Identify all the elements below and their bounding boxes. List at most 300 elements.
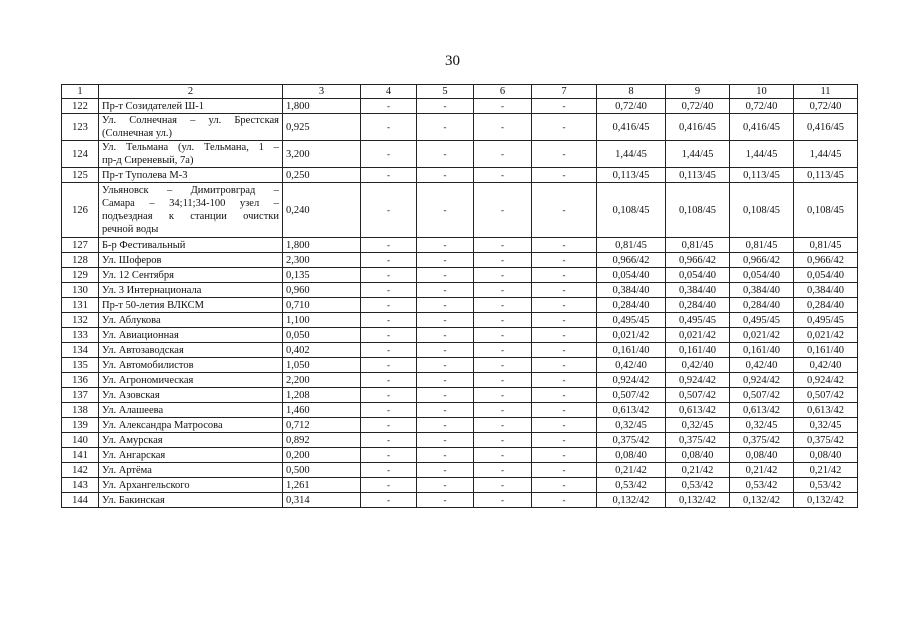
value-cell: 0,08/40	[730, 448, 794, 463]
dash-cell: -	[361, 183, 417, 238]
dash-cell: -	[417, 403, 474, 418]
road-name-line: Ул. Архангельского	[102, 479, 190, 491]
row-number-cell: 132	[62, 313, 99, 328]
value-cell: 0,53/42	[666, 478, 730, 493]
dash-cell: -	[474, 373, 532, 388]
value-cell: 1,44/45	[794, 141, 858, 168]
value-cell: 0,495/45	[666, 313, 730, 328]
row-number-cell: 126	[62, 183, 99, 238]
value-cell: 0,054/40	[666, 268, 730, 283]
dash-cell: -	[417, 99, 474, 114]
road-name-line: Ул. 3 Интернационала	[102, 284, 202, 296]
length-cell: 1,208	[283, 388, 361, 403]
dash-cell: -	[417, 373, 474, 388]
road-name-cell	[99, 238, 283, 253]
value-cell: 0,021/42	[597, 328, 666, 343]
road-name-cell	[99, 373, 283, 388]
road-name-line: Ул. Агрономическая	[102, 374, 194, 386]
dash-cell: -	[532, 433, 597, 448]
table-row	[62, 313, 858, 328]
table-row	[62, 373, 858, 388]
value-cell: 0,132/42	[730, 493, 794, 508]
dash-cell: -	[417, 268, 474, 283]
dash-cell: -	[361, 328, 417, 343]
value-cell: 0,161/40	[794, 343, 858, 358]
length-cell: 1,800	[283, 238, 361, 253]
dash-cell: -	[474, 433, 532, 448]
dash-cell: -	[532, 99, 597, 114]
table-row	[62, 183, 858, 238]
length-cell: 2,200	[283, 373, 361, 388]
length-cell: 1,460	[283, 403, 361, 418]
dash-cell: -	[532, 478, 597, 493]
table-row	[62, 358, 858, 373]
dash-cell: -	[474, 448, 532, 463]
header-cell: 5	[417, 85, 474, 99]
value-cell: 1,44/45	[730, 141, 794, 168]
dash-cell: -	[417, 238, 474, 253]
table-row	[62, 283, 858, 298]
dash-cell: -	[474, 298, 532, 313]
dash-cell: -	[417, 433, 474, 448]
dash-cell: -	[417, 313, 474, 328]
value-cell: 0,42/40	[597, 358, 666, 373]
dash-cell: -	[417, 343, 474, 358]
value-cell: 0,08/40	[794, 448, 858, 463]
row-number-cell: 134	[62, 343, 99, 358]
road-name-line: Ул. Артёма	[102, 464, 152, 476]
dash-cell: -	[417, 183, 474, 238]
dash-cell: -	[474, 358, 532, 373]
length-cell: 0,960	[283, 283, 361, 298]
value-cell: 0,161/40	[666, 343, 730, 358]
road-name-cell	[99, 99, 283, 114]
value-cell: 0,08/40	[666, 448, 730, 463]
table-row	[62, 114, 858, 141]
dash-cell: -	[361, 388, 417, 403]
table-row	[62, 253, 858, 268]
dash-cell: -	[474, 268, 532, 283]
header-cell: 9	[666, 85, 730, 99]
row-number-cell: 138	[62, 403, 99, 418]
dash-cell: -	[532, 463, 597, 478]
value-cell: 0,613/42	[730, 403, 794, 418]
dash-cell: -	[532, 388, 597, 403]
value-cell: 0,32/45	[666, 418, 730, 433]
value-cell: 0,613/42	[794, 403, 858, 418]
dash-cell: -	[532, 373, 597, 388]
value-cell: 1,44/45	[666, 141, 730, 168]
road-name-cell	[99, 463, 283, 478]
value-cell: 0,108/45	[597, 183, 666, 238]
row-number-cell: 127	[62, 238, 99, 253]
row-number-cell: 129	[62, 268, 99, 283]
road-name-line: Пр-т Созидателей Ш-1	[102, 100, 205, 112]
dash-cell: -	[532, 141, 597, 168]
length-cell: 1,800	[283, 99, 361, 114]
dash-cell: -	[361, 343, 417, 358]
dash-cell: -	[417, 298, 474, 313]
table-row	[62, 403, 858, 418]
value-cell: 0,284/40	[794, 298, 858, 313]
value-cell: 0,507/42	[730, 388, 794, 403]
dash-cell: -	[417, 328, 474, 343]
value-cell: 0,32/45	[730, 418, 794, 433]
road-name-cell	[99, 168, 283, 183]
header-cell: 11	[794, 85, 858, 99]
value-cell: 0,72/40	[597, 99, 666, 114]
road-name-line: Ул. Тельмана (ул. Тельмана, 1 –	[102, 142, 279, 153]
value-cell: 0,375/42	[666, 433, 730, 448]
value-cell: 0,81/45	[666, 238, 730, 253]
value-cell: 0,53/42	[597, 478, 666, 493]
dash-cell: -	[532, 448, 597, 463]
value-cell: 0,416/45	[597, 114, 666, 141]
row-number-cell: 124	[62, 141, 99, 168]
dash-cell: -	[532, 343, 597, 358]
dash-cell: -	[474, 114, 532, 141]
table-row	[62, 493, 858, 508]
length-cell: 0,710	[283, 298, 361, 313]
road-name-line: Ул. Авиационная	[102, 329, 179, 341]
value-cell: 0,53/42	[730, 478, 794, 493]
row-number-cell: 135	[62, 358, 99, 373]
length-cell: 1,100	[283, 313, 361, 328]
dash-cell: -	[532, 253, 597, 268]
value-cell: 0,021/42	[794, 328, 858, 343]
value-cell: 0,924/42	[730, 373, 794, 388]
value-cell: 0,924/42	[794, 373, 858, 388]
table-row	[62, 448, 858, 463]
value-cell: 0,416/45	[666, 114, 730, 141]
value-cell: 0,113/45	[794, 168, 858, 183]
road-name-cell	[99, 358, 283, 373]
road-name-cell	[99, 403, 283, 418]
row-number-cell: 140	[62, 433, 99, 448]
value-cell: 0,966/42	[730, 253, 794, 268]
header-cell: 3	[283, 85, 361, 99]
dash-cell: -	[361, 358, 417, 373]
dash-cell: -	[474, 343, 532, 358]
value-cell: 0,161/40	[730, 343, 794, 358]
dash-cell: -	[417, 493, 474, 508]
header-cell: 7	[532, 85, 597, 99]
value-cell: 0,966/42	[597, 253, 666, 268]
road-name-cell	[99, 478, 283, 493]
road-name-line: Ул. Алашеева	[102, 404, 164, 416]
header-cell: 8	[597, 85, 666, 99]
row-number-cell: 131	[62, 298, 99, 313]
row-number-cell: 125	[62, 168, 99, 183]
dash-cell: -	[361, 448, 417, 463]
dash-cell: -	[361, 283, 417, 298]
value-cell: 0,495/45	[597, 313, 666, 328]
dash-cell: -	[417, 253, 474, 268]
value-cell: 0,507/42	[666, 388, 730, 403]
table-row	[62, 298, 858, 313]
value-cell: 0,108/45	[666, 183, 730, 238]
road-name-line: Ул. Автомобилистов	[102, 359, 194, 371]
value-cell: 0,08/40	[597, 448, 666, 463]
dash-cell: -	[474, 313, 532, 328]
dash-cell: -	[474, 463, 532, 478]
value-cell: 0,72/40	[666, 99, 730, 114]
dash-cell: -	[474, 141, 532, 168]
value-cell: 0,416/45	[730, 114, 794, 141]
value-cell: 0,161/40	[597, 343, 666, 358]
road-name-cell	[99, 253, 283, 268]
dash-cell: -	[417, 463, 474, 478]
row-number-cell: 133	[62, 328, 99, 343]
dash-cell: -	[417, 141, 474, 168]
value-cell: 0,507/42	[597, 388, 666, 403]
table-row	[62, 268, 858, 283]
table-row	[62, 141, 858, 168]
dash-cell: -	[474, 403, 532, 418]
dash-cell: -	[417, 478, 474, 493]
dash-cell: -	[532, 238, 597, 253]
value-cell: 0,375/42	[794, 433, 858, 448]
dash-cell: -	[361, 433, 417, 448]
road-name-line: речной воды	[102, 224, 159, 235]
road-name-cell	[99, 448, 283, 463]
table-row	[62, 99, 858, 114]
road-name-cell	[99, 493, 283, 508]
row-number-cell: 143	[62, 478, 99, 493]
dash-cell: -	[417, 114, 474, 141]
dash-cell: -	[361, 313, 417, 328]
road-name-line: Ул. Ангарская	[102, 449, 166, 461]
dash-cell: -	[532, 328, 597, 343]
value-cell: 0,21/42	[794, 463, 858, 478]
header-cell: 1	[62, 85, 99, 99]
dash-cell: -	[532, 493, 597, 508]
row-number-cell: 137	[62, 388, 99, 403]
table-row	[62, 168, 858, 183]
length-cell: 0,050	[283, 328, 361, 343]
value-cell: 0,132/42	[597, 493, 666, 508]
value-cell: 0,32/45	[794, 418, 858, 433]
dash-cell: -	[532, 313, 597, 328]
dash-cell: -	[474, 183, 532, 238]
dash-cell: -	[361, 373, 417, 388]
length-cell: 0,314	[283, 493, 361, 508]
road-name-cell	[99, 388, 283, 403]
header-cell: 4	[361, 85, 417, 99]
table-row	[62, 463, 858, 478]
road-name-cell	[99, 114, 283, 141]
road-name-cell	[99, 298, 283, 313]
road-name-line: Пр-т Туполева М-3	[102, 169, 188, 181]
road-name-cell	[99, 418, 283, 433]
length-cell: 0,500	[283, 463, 361, 478]
dash-cell: -	[361, 463, 417, 478]
value-cell: 0,113/45	[730, 168, 794, 183]
value-cell: 0,495/45	[794, 313, 858, 328]
road-name-cell	[99, 433, 283, 448]
value-cell: 0,495/45	[730, 313, 794, 328]
road-name-line: Ульяновск – Димитровград –	[102, 185, 279, 196]
value-cell: 0,81/45	[794, 238, 858, 253]
dash-cell: -	[532, 358, 597, 373]
road-name-cell	[99, 313, 283, 328]
header-cell: 2	[99, 85, 283, 99]
value-cell: 0,384/40	[730, 283, 794, 298]
dash-cell: -	[474, 283, 532, 298]
road-name-line: Ул. Бакинская	[102, 494, 165, 506]
value-cell: 0,507/42	[794, 388, 858, 403]
road-name-line: Ул. Азовская	[102, 389, 160, 401]
table-row	[62, 328, 858, 343]
dash-cell: -	[417, 358, 474, 373]
table-row	[62, 478, 858, 493]
value-cell: 0,21/42	[666, 463, 730, 478]
value-cell: 0,375/42	[597, 433, 666, 448]
value-cell: 0,054/40	[597, 268, 666, 283]
value-cell: 0,284/40	[730, 298, 794, 313]
dash-cell: -	[532, 183, 597, 238]
data-table	[61, 84, 858, 508]
value-cell: 0,054/40	[794, 268, 858, 283]
dash-cell: -	[361, 418, 417, 433]
road-name-line: подъездная к станции очистки	[102, 211, 279, 222]
road-name-line: (Солнечная ул.)	[102, 128, 173, 139]
value-cell: 0,384/40	[666, 283, 730, 298]
value-cell: 0,021/42	[730, 328, 794, 343]
value-cell: 0,81/45	[597, 238, 666, 253]
value-cell: 0,108/45	[730, 183, 794, 238]
road-name-line: Ул. Аблукова	[102, 314, 161, 326]
dash-cell: -	[361, 268, 417, 283]
dash-cell: -	[532, 283, 597, 298]
dash-cell: -	[474, 238, 532, 253]
dash-cell: -	[361, 141, 417, 168]
dash-cell: -	[532, 298, 597, 313]
road-name-cell	[99, 141, 283, 168]
header-row	[62, 85, 858, 99]
dash-cell: -	[361, 493, 417, 508]
row-number-cell: 142	[62, 463, 99, 478]
value-cell: 0,53/42	[794, 478, 858, 493]
road-name-cell	[99, 268, 283, 283]
dash-cell: -	[417, 388, 474, 403]
road-name-line: Пр-т 50-летия ВЛКСМ	[102, 299, 204, 311]
dash-cell: -	[361, 403, 417, 418]
value-cell: 0,42/40	[794, 358, 858, 373]
value-cell: 0,924/42	[597, 373, 666, 388]
dash-cell: -	[474, 493, 532, 508]
length-cell: 0,200	[283, 448, 361, 463]
dash-cell: -	[474, 478, 532, 493]
dash-cell: -	[417, 418, 474, 433]
dash-cell: -	[532, 114, 597, 141]
value-cell: 0,416/45	[794, 114, 858, 141]
road-name-line: Ул. Шоферов	[102, 254, 162, 266]
length-cell: 0,135	[283, 268, 361, 283]
road-name-cell	[99, 183, 283, 238]
length-cell: 0,250	[283, 168, 361, 183]
value-cell: 0,132/42	[794, 493, 858, 508]
dash-cell: -	[474, 99, 532, 114]
value-cell: 0,384/40	[794, 283, 858, 298]
road-name-line: Ул. Амурская	[102, 434, 163, 446]
length-cell: 0,892	[283, 433, 361, 448]
length-cell: 2,300	[283, 253, 361, 268]
length-cell: 1,261	[283, 478, 361, 493]
value-cell: 0,42/40	[666, 358, 730, 373]
table-row	[62, 418, 858, 433]
table-row	[62, 433, 858, 448]
dash-cell: -	[474, 388, 532, 403]
value-cell: 0,108/45	[794, 183, 858, 238]
length-cell: 3,200	[283, 141, 361, 168]
road-name-line: Ул. 12 Сентября	[102, 269, 174, 281]
header-cell: 10	[730, 85, 794, 99]
value-cell: 0,81/45	[730, 238, 794, 253]
road-name-line: Ул. Автозаводская	[102, 344, 184, 356]
length-cell: 0,402	[283, 343, 361, 358]
value-cell: 0,132/42	[666, 493, 730, 508]
dash-cell: -	[361, 238, 417, 253]
dash-cell: -	[417, 448, 474, 463]
value-cell: 0,613/42	[597, 403, 666, 418]
value-cell: 0,021/42	[666, 328, 730, 343]
dash-cell: -	[361, 114, 417, 141]
value-cell: 0,42/40	[730, 358, 794, 373]
value-cell: 0,113/45	[597, 168, 666, 183]
dash-cell: -	[361, 253, 417, 268]
table-row	[62, 238, 858, 253]
table-row	[62, 343, 858, 358]
value-cell: 1,44/45	[597, 141, 666, 168]
value-cell: 0,113/45	[666, 168, 730, 183]
road-name-cell	[99, 328, 283, 343]
row-number-cell: 136	[62, 373, 99, 388]
value-cell: 0,384/40	[597, 283, 666, 298]
dash-cell: -	[532, 168, 597, 183]
dash-cell: -	[474, 328, 532, 343]
header-cell: 6	[474, 85, 532, 99]
dash-cell: -	[361, 478, 417, 493]
value-cell: 0,72/40	[730, 99, 794, 114]
dash-cell: -	[361, 298, 417, 313]
dash-cell: -	[474, 168, 532, 183]
row-number-cell: 130	[62, 283, 99, 298]
length-cell: 0,925	[283, 114, 361, 141]
dash-cell: -	[417, 168, 474, 183]
value-cell: 0,284/40	[666, 298, 730, 313]
row-number-cell: 128	[62, 253, 99, 268]
value-cell: 0,21/42	[597, 463, 666, 478]
road-name-cell	[99, 343, 283, 358]
row-number-cell: 123	[62, 114, 99, 141]
length-cell: 0,712	[283, 418, 361, 433]
row-number-cell: 144	[62, 493, 99, 508]
dash-cell: -	[361, 168, 417, 183]
table-row	[62, 388, 858, 403]
dash-cell: -	[532, 268, 597, 283]
row-number-cell: 122	[62, 99, 99, 114]
value-cell: 0,966/42	[666, 253, 730, 268]
road-name-cell	[99, 283, 283, 298]
dash-cell: -	[361, 99, 417, 114]
value-cell: 0,613/42	[666, 403, 730, 418]
value-cell: 0,21/42	[730, 463, 794, 478]
value-cell: 0,375/42	[730, 433, 794, 448]
length-cell: 0,240	[283, 183, 361, 238]
dash-cell: -	[532, 403, 597, 418]
value-cell: 0,924/42	[666, 373, 730, 388]
